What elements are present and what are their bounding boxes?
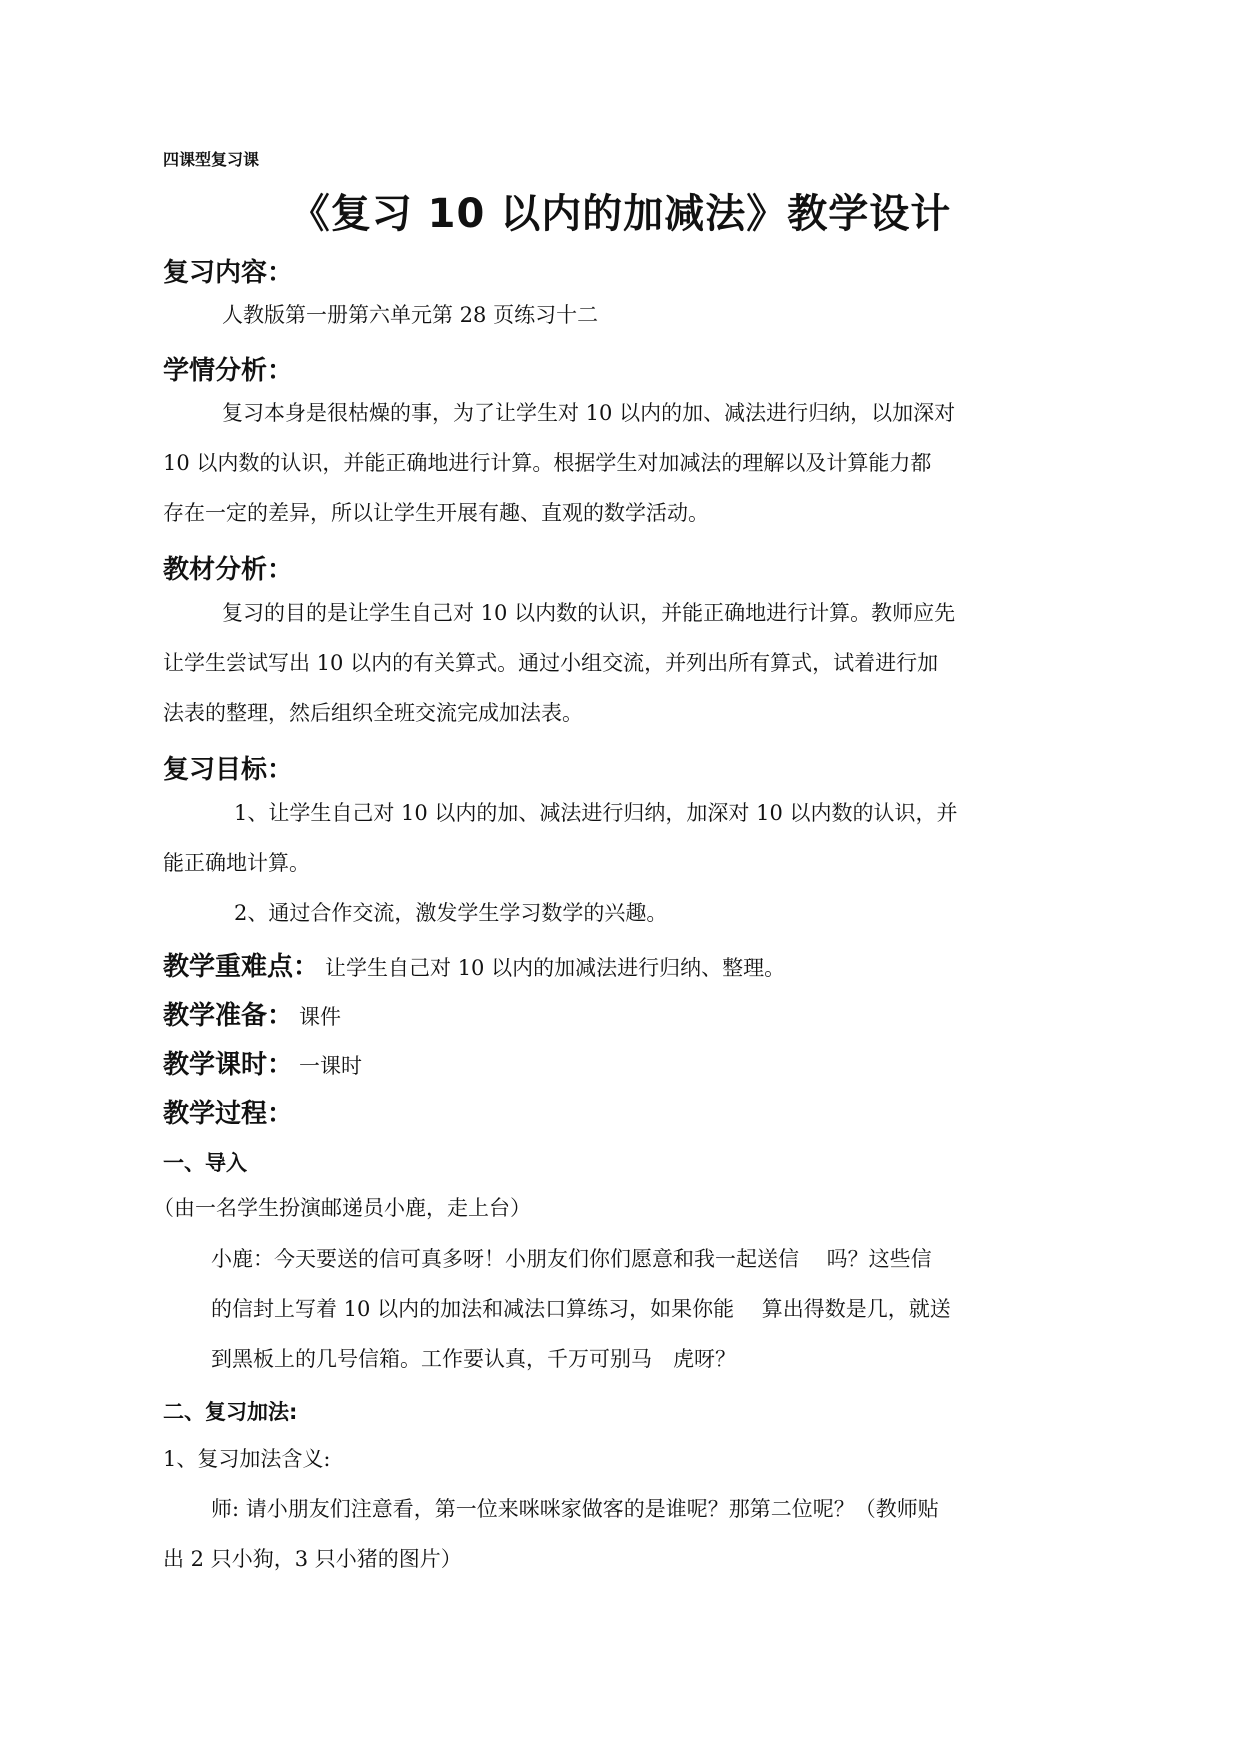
preparation-text: 课件 <box>299 1005 342 1029</box>
goals-line-3: 2、通过合作交流，激发学生学习数学的兴趣。 <box>234 901 668 925</box>
review-addition-heading: 二、复习加法: <box>163 1400 298 1424</box>
page-title: 《复习 10 以内的加减法》教学设计 <box>289 191 952 237</box>
section-periods <box>163 1044 362 1081</box>
learner-analysis-line-2: 10 以内数的认识，并能正确地进行计算。根据学生对加减法的理解以及计算能力都 <box>163 451 932 475</box>
review-addition-line-1: 1、复习加法含义: <box>163 1447 331 1471</box>
section-key-points <box>163 946 785 983</box>
goals-line-1: 1、让学生自己对 10 以内的加、减法进行归纳，加深对 10 以内数的认识，并 <box>234 801 958 825</box>
lesson-type-tag: 四课型复习课 <box>163 150 260 169</box>
section-heading-content: 复习内容： <box>163 258 294 288</box>
intro-line-2: 小鹿：今天要送的信可真多呀！小朋友们你们愿意和我一起送信 吗？这些信 <box>211 1247 932 1271</box>
intro-line-4: 到黑板上的几号信箱。工作要认真，千万可别马 虎呀？ <box>211 1347 736 1371</box>
intro-heading: 一、导入 <box>163 1151 247 1175</box>
content-line-1: 人教版第一册第六单元第 28 页练习十二 <box>222 303 599 327</box>
intro-line-1: （由一名学生扮演邮递员小鹿，走上台） <box>153 1196 531 1220</box>
learner-analysis-line-3: 存在一定的差异，所以让学生开展有趣、直观的数学活动。 <box>163 501 709 525</box>
section-heading-material-analysis: 教材分析： <box>163 555 294 585</box>
review-addition-line-2: 师: 请小朋友们注意看，第一位来咪咪家做客的是谁呢？那第二位呢？（教师贴 <box>211 1497 939 1521</box>
review-addition-line-3: 出 2 只小狗，3 只小猪的图片） <box>163 1547 462 1571</box>
learner-analysis-line-1: 复习本身是很枯燥的事，为了让学生对 10 以内的加、减法进行归纳，以加深对 <box>222 401 956 425</box>
section-heading-process: 教学过程： <box>163 1099 294 1129</box>
section-heading-learner-analysis: 学情分析： <box>163 356 294 386</box>
section-heading-periods: 教学课时： <box>163 1050 294 1080</box>
goals-line-2: 能正确地计算。 <box>163 851 310 875</box>
intro-line-3: 的信封上写着 10 以内的加法和减法口算练习，如果你能 算出得数是几，就送 <box>211 1297 951 1321</box>
section-heading-key-points: 教学重难点： <box>163 952 320 982</box>
section-preparation <box>163 995 341 1032</box>
section-heading-preparation: 教学准备： <box>163 1001 294 1031</box>
material-analysis-line-2: 让学生尝试写出 10 以内的有关算式。通过小组交流，并列出所有算式，试着进行加 <box>163 651 939 675</box>
periods-text: 一课时 <box>299 1054 363 1078</box>
key-points-text: 让学生自己对 10 以内的加减法进行归纳、整理。 <box>325 956 786 980</box>
material-analysis-line-3: 法表的整理，然后组织全班交流完成加法表。 <box>163 701 583 725</box>
section-heading-goals: 复习目标： <box>163 755 294 785</box>
material-analysis-line-1: 复习的目的是让学生自己对 10 以内数的认识，并能正确地进行计算。教师应先 <box>222 601 956 625</box>
